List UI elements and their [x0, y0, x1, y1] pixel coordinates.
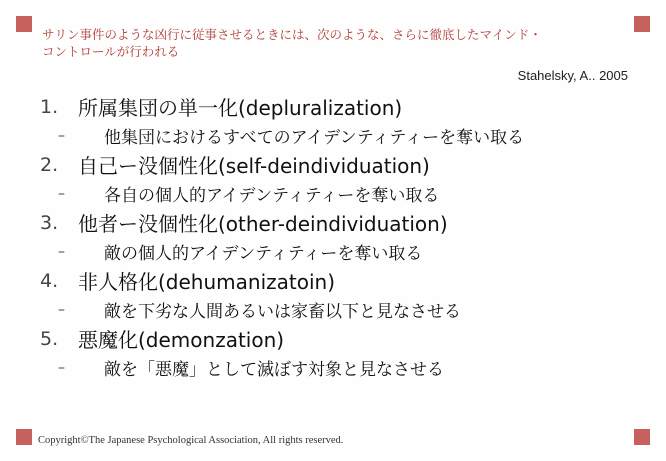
list-item-number: 5. [40, 327, 59, 350]
list-item-title: 所属集団の単一化(depluralization) [78, 96, 403, 120]
dash-bullet: – [58, 185, 65, 202]
list-item-number: 2. [40, 153, 59, 176]
list-item-title: 他者ー没個性化(other-deindividuation) [78, 212, 448, 236]
list-subitem [40, 295, 640, 324]
slide-heading-line-1: サリン事件のような凶行に従事させるときには、次のような、さらに徹底したマインド・ [42, 27, 542, 42]
list-subitem [40, 179, 640, 208]
citation: Stahelsky, A.. 2005 [517, 68, 628, 83]
list-item-number: 4. [40, 269, 59, 292]
numbered-list [40, 92, 640, 382]
list-subitem [40, 121, 640, 150]
list-item [40, 208, 640, 237]
list-item-title: 自己ー没個性化(self-deindividuation) [78, 154, 430, 178]
slide-heading-line-2: コントロールが行われる [42, 44, 180, 59]
list-subitem [40, 237, 640, 266]
list-subitem-text: 他集団におけるすべてのアイデンティティーを奪い取る [104, 128, 525, 148]
corner-square-bottom-right [634, 429, 650, 445]
copyright-notice: Copyright©The Japanese Psychological Association, All rights reserved. [38, 435, 344, 446]
list-item-title: 悪魔化(demonzation) [78, 328, 285, 352]
list-subitem-text: 敵を下劣な人間あるいは家畜以下と見なさせる [104, 302, 461, 322]
list-item-number: 1. [40, 95, 59, 118]
list-subitem-text: 各自の個人的アイデンティティーを奪い取る [104, 186, 440, 206]
list-item [40, 92, 640, 121]
dash-bullet: – [58, 127, 65, 144]
dash-bullet: – [58, 243, 65, 260]
corner-square-bottom-left [16, 429, 32, 445]
list-subitem-text: 敵を「悪魔」として滅ぼす対象と見なさせる [104, 360, 444, 380]
list-item [40, 150, 640, 179]
corner-square-top-right [634, 16, 650, 32]
list-item-title: 非人格化(dehumanizatoin) [78, 270, 335, 294]
list-item [40, 324, 640, 353]
list-subitem-text: 敵の個人的アイデンティティーを奪い取る [104, 244, 423, 264]
corner-square-top-left [16, 16, 32, 32]
slide-heading [42, 26, 622, 60]
list-subitem [40, 353, 640, 382]
dash-bullet: – [58, 301, 65, 318]
list-item-number: 3. [40, 211, 59, 234]
list-item [40, 266, 640, 295]
dash-bullet: – [58, 359, 65, 376]
